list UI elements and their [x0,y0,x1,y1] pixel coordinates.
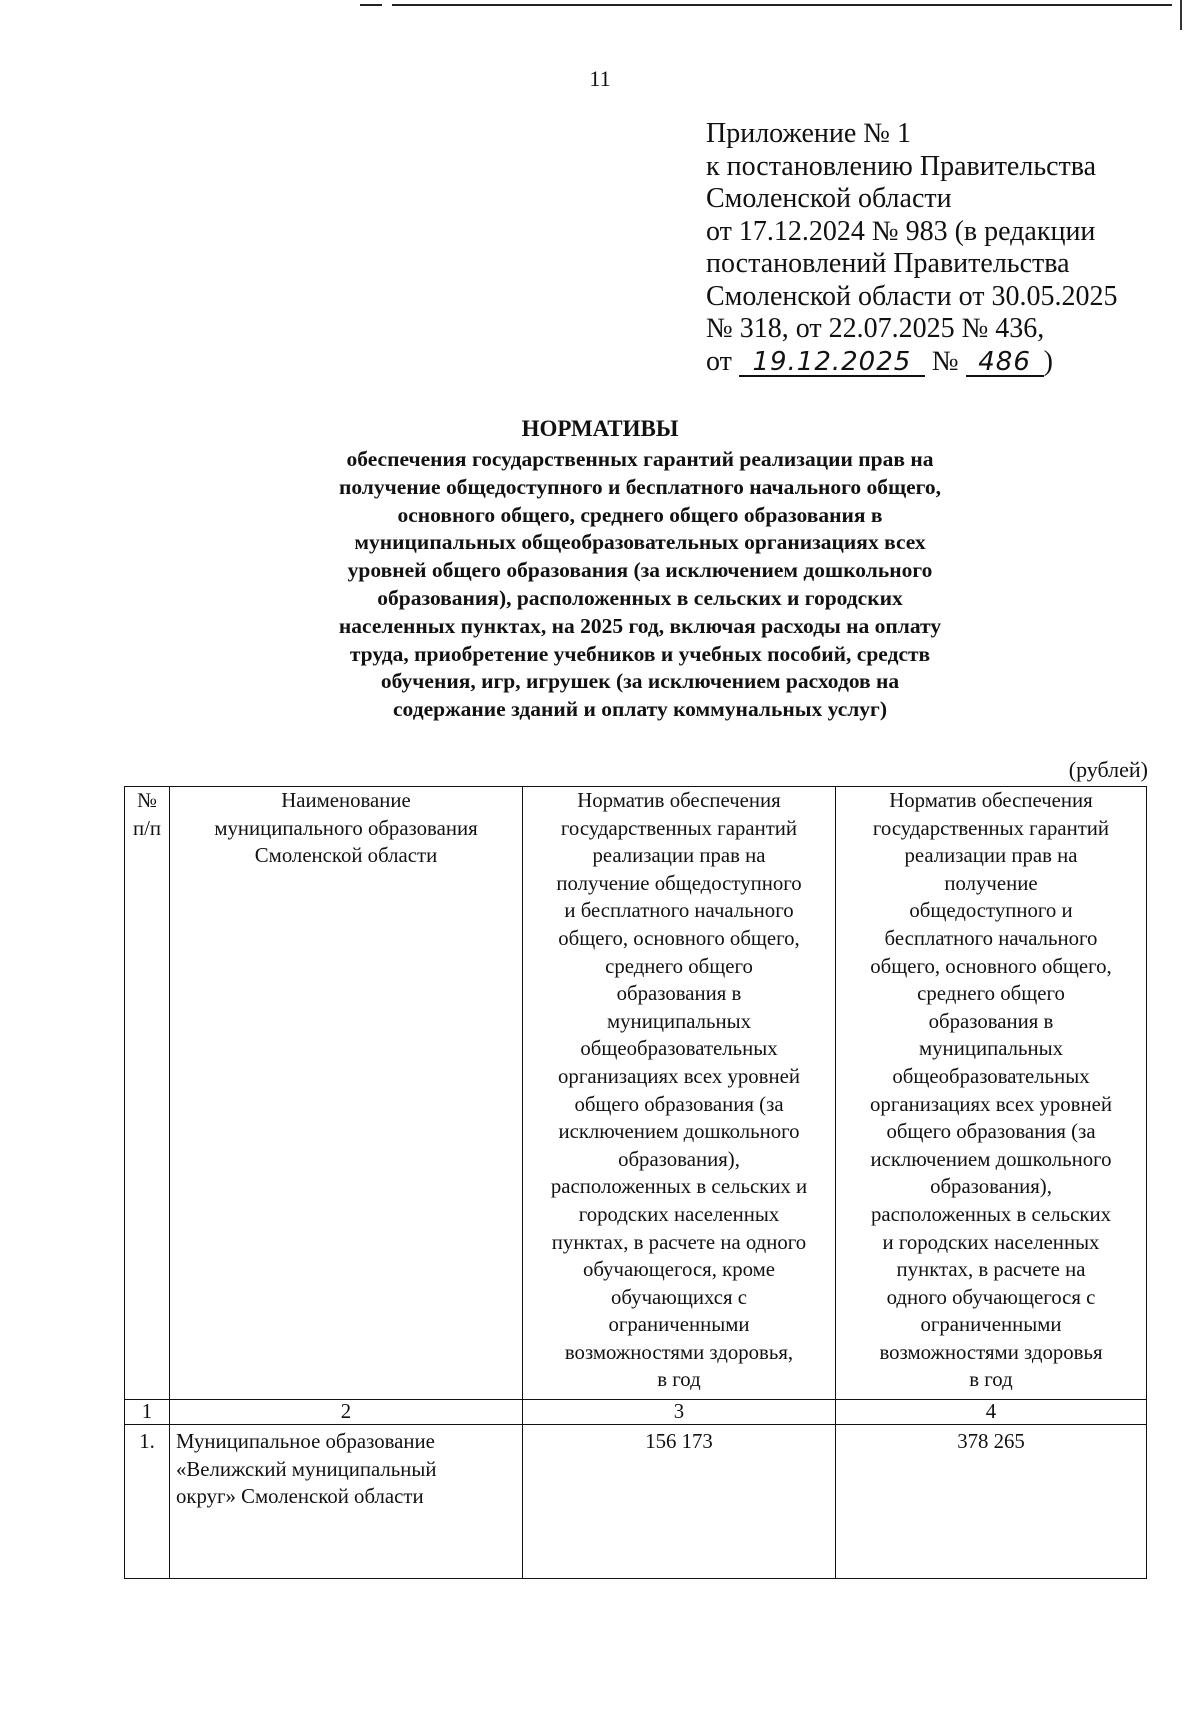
subtitle-line: уровней общего образования (за исключением дошкольного [347,558,933,583]
handwritten-number: 486 [966,349,1044,377]
row-norm-disabled: 378 265 [836,1425,1147,1579]
document-title: НОРМАТИВЫ [521,416,679,441]
handwritten-date: 19.12.2025 [739,349,925,377]
header-line: ограниченными [608,1313,750,1337]
header-norm-general [523,787,836,1400]
header-line: возможностями здоровья [879,1340,1103,1364]
document-subtitle [290,446,990,724]
appendix-from: от [706,345,732,377]
header-norm-disabled [836,787,1147,1400]
unit-label: (рублей) [1068,757,1148,782]
header-line: в год [969,1368,1013,1392]
header-line: исключением дошкольного [558,1120,800,1144]
column-number-row [125,1400,1147,1425]
header-line: получение общедоступного [556,871,802,895]
header-line: № [137,789,157,812]
subtitle-line: обучения, игр, игрушек (за исключением расходов на [380,669,900,694]
header-line: бесплатного начального [884,926,1098,950]
header-line: исключением дошкольного [870,1147,1112,1171]
header-line: и бесплатного начального [564,899,794,923]
header-line: реализации прав на [592,844,766,868]
subtitle-line: содержание зданий и оплату коммунальных услуг) [393,697,887,722]
header-line: среднего общего [605,954,753,978]
table-header-row [125,787,1147,1400]
header-line: общего образования (за [886,1120,1096,1144]
row-num: 1. [125,1425,170,1579]
header-line: Наименование [281,789,411,812]
subtitle-line: труда, приобретение учебников и учебных пособий, средств [349,641,931,666]
appendix-line: постановлений Правительства [706,248,1070,279]
header-line: общего, основного общего, [870,954,1112,978]
header-line: расположенных в сельских и [550,1175,808,1199]
header-num [125,787,170,1400]
header-line: государственных гарантий [872,816,1110,840]
column-number: 4 [836,1400,1147,1425]
header-line: ограниченными [920,1313,1062,1337]
header-line: пунктах, в расчете на одного [551,1230,807,1254]
header-line: общего образования (за [574,1092,784,1116]
header-line: одного обучающегося с [886,1285,1096,1309]
column-number: 2 [170,1400,523,1425]
header-line: Смоленской области [254,844,438,868]
header-line: Норматив обеспечения [577,789,781,812]
subtitle-line: получение общедоступного и бесплатного начального общего, [338,474,942,499]
row-name-line: Муниципальное образование [176,1430,435,1453]
header-line: образования в [928,1009,1054,1033]
header-line: общеобразовательных [580,1037,778,1061]
header-line: обучающегося, кроме [582,1258,776,1282]
header-line: организациях всех уровней [558,1064,800,1088]
page-number: 11 [589,66,611,91]
header-line: муниципального образования [214,816,478,840]
header-line: пунктах, в расчете на [896,1258,1086,1282]
appendix-line: к постановлению Правительства [706,150,1097,182]
header-municipality [170,787,523,1400]
header-line: и городских населенных [882,1230,1100,1254]
header-line: получение [944,871,1038,895]
appendix-block [706,118,1176,378]
subtitle-line: населенных пунктах, на 2025 год, включая расходы на оплату [338,613,942,638]
header-line: образования), [930,1175,1052,1199]
row-norm-general: 156 173 [523,1425,836,1579]
header-line: расположенных в сельских [871,1202,1111,1226]
column-number: 3 [523,1400,836,1425]
row-name-line: «Велижский муниципальный [176,1457,437,1481]
appendix-line-signed [706,346,1176,379]
header-line: организациях всех уровней [870,1092,1112,1116]
scan-artifact-top-line [392,4,1172,6]
row-municipality-name [170,1425,523,1579]
norms-table [124,786,1147,1579]
closing-paren: ) [1043,345,1053,377]
header-line: Норматив обеспечения [889,789,1093,812]
appendix-line: от 17.12.2024 № 983 (в редакции [706,215,1096,247]
header-line: общедоступного и [909,899,1073,923]
subtitle-line: образования), расположенных в сельских и городских [377,585,903,610]
header-line: общеобразовательных [892,1064,1090,1088]
number-sign: № [931,345,959,377]
subtitle-line: обеспечения государственных гарантий реализации прав на [346,447,934,471]
subtitle-line: муниципальных общеобразовательных организациях всех [354,530,926,555]
scan-artifact-right-edge [1180,0,1182,30]
appendix-line: Приложение № 1 [706,118,911,149]
header-line: городских населенных [578,1202,780,1226]
row-name-line: округ» Смоленской области [176,1485,424,1509]
scan-artifact-top-line-short [360,4,382,6]
appendix-line: Смоленской области [706,183,952,214]
header-line: муниципальных [607,1009,751,1033]
header-line: муниципальных [919,1037,1063,1061]
column-number: 1 [125,1400,170,1425]
header-line: среднего общего [917,982,1065,1006]
header-line: обучающихся с [611,1285,747,1309]
header-line: государственных гарантий [560,816,798,840]
header-line: общего, основного общего, [558,926,800,950]
header-line: п/п [132,816,162,840]
table-row [125,1425,1147,1579]
subtitle-line: основного общего, среднего общего образования в [397,502,883,527]
header-line: реализации прав на [904,844,1078,868]
appendix-line: Смоленской области от 30.05.2025 [706,280,1118,312]
header-line: образования), [618,1147,740,1171]
header-line: образования в [616,982,742,1006]
header-line: в год [657,1368,701,1392]
header-line: возможностями здоровья, [564,1340,794,1364]
appendix-line: № 318, от 22.07.2025 № 436, [706,313,1045,344]
